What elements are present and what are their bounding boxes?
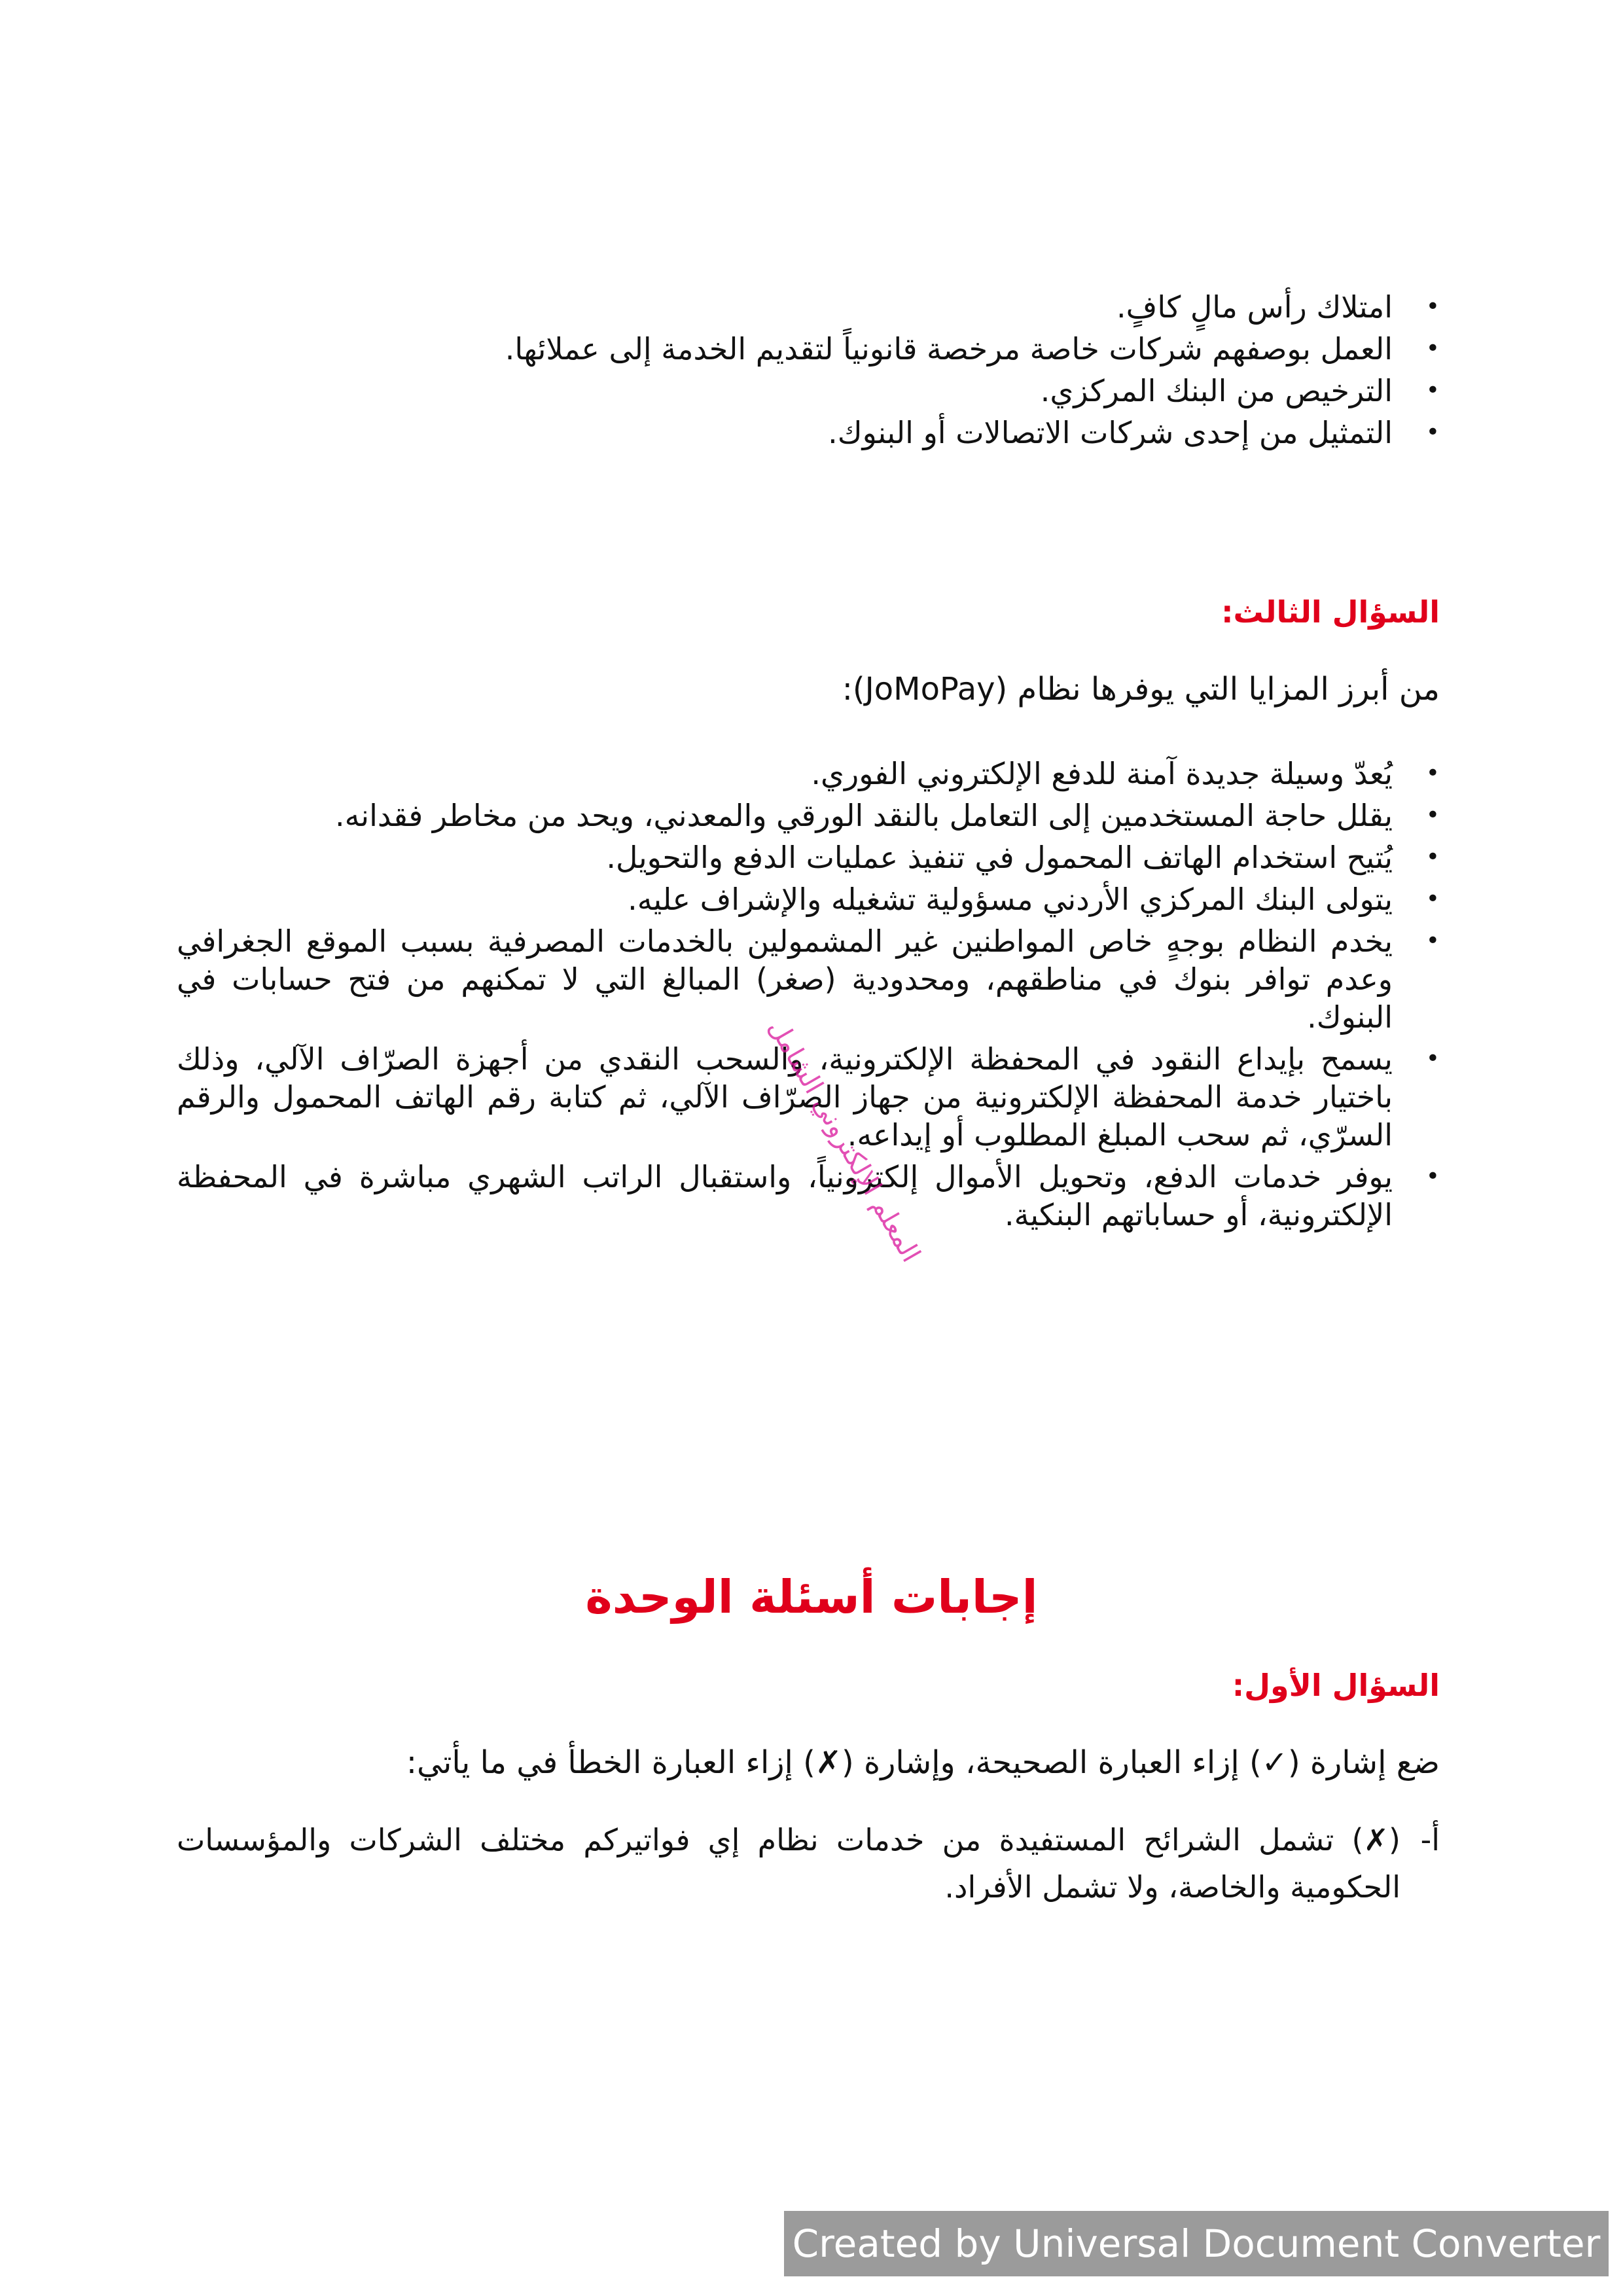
bullet-icon: • [1425,419,1440,446]
list-item [177,797,1440,834]
jomopay-features-list [177,755,1440,1234]
bullet-icon: • [1425,1045,1440,1072]
list-item-text: يُتيح استخدام الهاتف المحمول في تنفيذ عمليات الدفع والتحويل. [606,840,1393,875]
list-item-text: يسمح بإيداع النقود في المحفظة الإلكترونية، والسحب النقدي من أجهزة الصرّاف الآلي، وذلك باختيار خدمة المحفظة الإلكترونية من جهاز الصرّاف الآلي، ثم كتابة رقم الهاتف المحمول والرقم السرّي، ثم سحب المبلغ المطلوب أو إيداعه. [177,1041,1393,1153]
question-3-section [177,592,1440,1238]
list-item [177,1158,1440,1234]
bullet-icon: • [1425,760,1440,787]
answer-item-letter: أ- [1420,1822,1440,1857]
list-item [177,922,1440,1036]
list-item-text: يخدم النظام بوجهٍ خاص المواطنين غير المشمولين بالخدمات المصرفية بسبب الموقع الجغرافي وعدم توافر بنوك في مناطقهم، ومحدودية (صغر) المبالغ التي لا تمكنهم من فتح حسابات في البنوك. [177,924,1393,1035]
unit-question-1-instruction: ضع إشارة (✓) إزاء العبارة الصحيحة، وإشارة (✗) إزاء العبارة الخطأ في ما يأتي: [406,1744,1440,1781]
list-item-text: التمثيل من إحدى شركات الاتصالات أو البنوك. [828,415,1393,450]
list-item-text: الترخيص من البنك المركزي. [1040,373,1393,408]
list-item [177,330,1440,368]
unit-question-1-heading: السؤال الأول: [1232,1668,1440,1703]
bullet-icon: • [1425,1163,1440,1190]
list-item-text: يُعدّ وسيلة جديدة آمنة للدفع الإلكتروني الفوري. [811,756,1393,791]
bullet-icon: • [1425,927,1440,954]
answer-item-a [177,1816,1440,1910]
requirements-list [177,288,1440,452]
question-3-heading: السؤال الثالث: [1221,594,1440,630]
list-item-text: يوفر خدمات الدفع، وتحويل الأموال إلكترونياً، واستقبال الراتب الشهري مباشرة في المحفظة الإلكترونية، أو حساباتهم البنكية. [177,1159,1393,1232]
list-item [177,838,1440,876]
list-item-text: العمل بوصفهم شركات خاصة مرخصة قانونياً لتقديم الخدمة إلى عملائها. [505,331,1393,367]
answer-item-text: (✗) تشمل الشرائح المستفيدة من خدمات نظام إي فواتيركم مختلف الشركات والمؤسسات الحكومية والخاصة، ولا تشمل الأفراد. [177,1822,1400,1905]
bullet-icon: • [1425,377,1440,404]
list-item [177,1040,1440,1154]
bullet-icon: • [1425,335,1440,362]
list-item [177,372,1440,410]
bullet-icon: • [1425,844,1440,870]
list-item-text: امتلاك رأس مالٍ كافٍ. [1116,289,1393,325]
bullet-icon: • [1425,886,1440,912]
list-item-text: يقلل حاجة المستخدمين إلى التعامل بالنقد الورقي والمعدني، ويحد من مخاطر فقدانه. [335,798,1393,833]
bullet-icon: • [1425,802,1440,829]
watermark: المعلم الإلكتروني الشامل [762,1014,926,1268]
unit-question-1-section [177,1574,1440,1910]
bullet-icon: • [1425,293,1440,320]
list-item-text: يتولى البنك المركزي الأردني مسؤولية تشغيله والإشراف عليه. [628,882,1393,917]
question-3-intro: من أبرز المزايا التي يوفرها نظام (JoMoPay): [842,671,1440,708]
list-item [177,414,1440,452]
list-item [177,288,1440,326]
list-item [177,880,1440,918]
converter-badge: Created by Universal Document Converter [784,2211,1609,2276]
unit-answers-title: إجابات أسئلة الوحدة [585,1570,1038,1624]
requirements-block [177,288,1440,456]
list-item [177,755,1440,793]
